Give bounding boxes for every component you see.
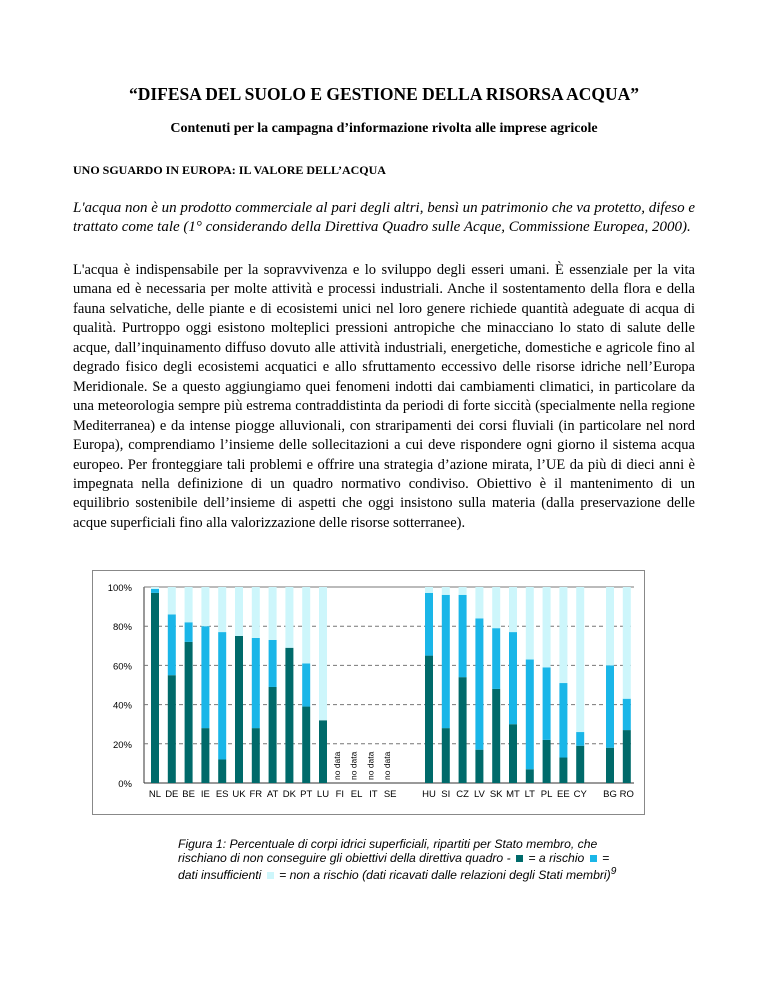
bar-segment xyxy=(606,665,614,747)
x-tick-label: IE xyxy=(200,789,210,800)
caption-text: Figura 1: Percentuale di corpi idrici superficiali, ripartiti per Stato membro, che rischiano di non conseguire gli obiettivi della direttiva quadro - xyxy=(178,837,598,865)
bar-segment xyxy=(509,587,517,632)
bar-segment xyxy=(185,622,193,642)
bar-segment xyxy=(151,593,159,783)
bar-segment xyxy=(235,587,243,636)
bar-segment xyxy=(425,656,433,783)
bar-segment xyxy=(623,699,631,730)
x-tick-label: BG xyxy=(603,789,617,800)
bar-segment xyxy=(459,587,467,595)
y-tick-label: 100% xyxy=(107,583,132,594)
caption-risk: = a rischio xyxy=(528,851,585,865)
bar-segment xyxy=(576,587,584,732)
bar-segment xyxy=(201,587,209,626)
caption-footnote: 9 xyxy=(610,866,617,877)
x-tick-label: EL xyxy=(350,789,363,800)
body-paragraph: L'acqua è indispensabile per la sopravvivenza e lo sviluppo degli esseri umani. È essenziale per la vita umana ed è necessaria per molte attività e processi industriali. Anche il sostentamento della flora e della fauna selvatiche, delle piante e di ecosistemi unici nel loro genere richiede quantità adeguate di acqua di qualità. Purtroppo oggi esistono molteplici pressioni antropiche che minacciano lo stato di salute delle acque, dall’inquinamento diffuso dovuto alle attività industriali, energetiche, domestiche e agricole fino al degrado fisico degli ecosistemi acquatici e allo sfruttamento eccessivo delle risorse idriche nell’Europa Meridionale. Se a questo aggiungiamo quei fenomeni indotti dai cambiamenti climatici, in particolare da una meteorologia sempre più estrema contraddistinta da periodi di forte siccità (specialmente nella regione Mediterranea) e da intense piogge alluvionali, con straripamenti dei corsi fluviali (in particolare nel nord Europa), comprendiamo l’insieme delle sollecitazioni a cui deve rispondere ogni giorno il sistema acqua europeo. Per fronteggiare tali problemi e offrire una strategia d’azione mirata, l’UE da più di dieci anni è impegnata nella definizione di un quadro normativo condiviso. Obiettivo è il mantenimento di un equilibrio sostenibile dell’insieme di aspetti che oggi insistono sulla materia (dalla preservazione delle acque superficiali fino alla valorizzazione delle risorse sotterranee). xyxy=(73,262,695,531)
quote-paragraph: L'acqua non è un prodotto commerciale al pari degli altri, bensì un patrimonio che va protetto, difeso e trattato come tale (1° considerando della Direttiva Quadro sulle Acque, Commissione Europea, 2000). xyxy=(73,200,695,235)
bar-segment xyxy=(526,660,534,770)
caption-insufficient: = dati insufficienti xyxy=(178,851,610,883)
x-tick-label: LU xyxy=(316,789,330,800)
bar-segment xyxy=(252,638,260,728)
x-tick-label: DE xyxy=(165,789,179,800)
bar-segment xyxy=(269,640,277,687)
bar-segment xyxy=(218,759,226,783)
no-data-label: no data xyxy=(331,751,342,780)
y-tick-label: 60% xyxy=(112,661,132,673)
bar-segment xyxy=(576,732,584,746)
bar-segment xyxy=(442,587,450,595)
bar-segment xyxy=(475,587,483,618)
bar-segment xyxy=(526,587,534,660)
bar-segment xyxy=(492,628,500,689)
x-tick-label: MT xyxy=(506,789,520,800)
bar-segment xyxy=(559,587,567,683)
no-data-label: no data xyxy=(365,751,376,780)
document-title: “DIFESA DEL SUOLO E GESTIONE DELLA RISORSA ACQUA” xyxy=(128,84,640,104)
bar-segment xyxy=(543,740,551,783)
bar-segment xyxy=(201,626,209,728)
bar-segment xyxy=(151,587,159,589)
no-data-label: no data xyxy=(348,751,359,780)
bar-segment xyxy=(442,595,450,728)
x-tick-label: BE xyxy=(182,789,195,800)
bar-segment xyxy=(252,587,260,638)
x-tick-label: LT xyxy=(524,789,535,800)
bar-segment xyxy=(269,587,277,640)
bar-segment xyxy=(543,587,551,667)
bar-segment xyxy=(285,648,293,783)
bar-segment xyxy=(185,642,193,783)
section-heading: UNO SGUARDO IN EUROPA: IL VALORE DELL’ACQUA xyxy=(73,163,386,177)
bar-segment xyxy=(576,746,584,783)
bar-segment xyxy=(252,728,260,783)
y-tick-label: 40% xyxy=(112,700,132,712)
x-tick-label: UK xyxy=(232,789,246,800)
bar-segment xyxy=(425,593,433,656)
y-tick-label: 80% xyxy=(112,622,132,634)
bar-segment xyxy=(509,724,517,783)
x-tick-label: AT xyxy=(266,789,279,800)
y-tick-label: 0% xyxy=(118,779,132,790)
bar-segment xyxy=(475,750,483,783)
x-tick-label: CY xyxy=(573,789,587,800)
x-tick-label: FI xyxy=(335,789,345,800)
bar-segment xyxy=(168,587,176,614)
legend-swatch-risk xyxy=(516,855,523,862)
x-tick-label: CZ xyxy=(456,789,469,800)
bar-segment xyxy=(606,748,614,783)
x-tick-label: SE xyxy=(383,789,397,800)
bar-segment xyxy=(606,587,614,665)
bar-segment xyxy=(151,589,159,593)
bar-segment xyxy=(623,730,631,783)
x-tick-label: HU xyxy=(422,789,436,800)
x-tick-label: FR xyxy=(249,789,263,800)
bar-segment xyxy=(492,689,500,783)
bar-segment xyxy=(543,667,551,740)
bar-segment xyxy=(201,728,209,783)
bar-segment xyxy=(235,636,243,783)
bar-segment xyxy=(492,587,500,628)
bar-segment xyxy=(475,618,483,749)
bar-segment xyxy=(559,683,567,757)
bar-segment xyxy=(168,614,176,675)
bar-segment xyxy=(285,587,293,648)
x-tick-label: EE xyxy=(557,789,570,800)
bar-segment xyxy=(302,663,310,706)
bar-segment xyxy=(526,769,534,783)
x-tick-label: IT xyxy=(369,789,378,800)
bar-segment xyxy=(218,632,226,759)
x-tick-label: SK xyxy=(489,789,503,800)
bar-segment xyxy=(459,595,467,677)
caption-not-at-risk: = non a rischio (dati ricavati dalle relazioni degli Stati membri) xyxy=(279,868,611,883)
x-tick-label: DK xyxy=(282,789,297,800)
x-tick-label: PT xyxy=(300,789,313,800)
bar-segment xyxy=(459,677,467,783)
bar-segment xyxy=(425,587,433,593)
bar-segment xyxy=(319,587,327,720)
bar-segment xyxy=(185,587,193,622)
x-tick-label: SI xyxy=(441,789,451,800)
bar-segment xyxy=(168,675,176,783)
document-subtitle: Contenuti per la campagna d’informazione rivolta alle imprese agricole xyxy=(170,121,598,136)
x-tick-label: RO xyxy=(619,789,634,800)
figure-caption xyxy=(178,837,628,882)
surface-water-risk-chart xyxy=(92,570,645,815)
bar-segment xyxy=(623,587,631,699)
y-tick-label: 20% xyxy=(112,739,132,751)
x-tick-label: PL xyxy=(540,789,553,800)
bar-segment xyxy=(319,720,327,783)
no-data-label: no data xyxy=(382,751,393,780)
bar-segment xyxy=(442,728,450,783)
x-tick-label: NL xyxy=(148,789,162,800)
bar-segment xyxy=(302,707,310,783)
bar-segment xyxy=(509,632,517,724)
legend-swatch-not-at-risk xyxy=(267,872,274,879)
x-tick-label: ES xyxy=(215,789,229,800)
x-tick-label: LV xyxy=(473,789,485,800)
legend-swatch-insufficient xyxy=(590,855,597,862)
bar-segment xyxy=(218,587,226,632)
bar-segment xyxy=(302,587,310,663)
bar-segment xyxy=(559,758,567,783)
bar-segment xyxy=(269,687,277,783)
